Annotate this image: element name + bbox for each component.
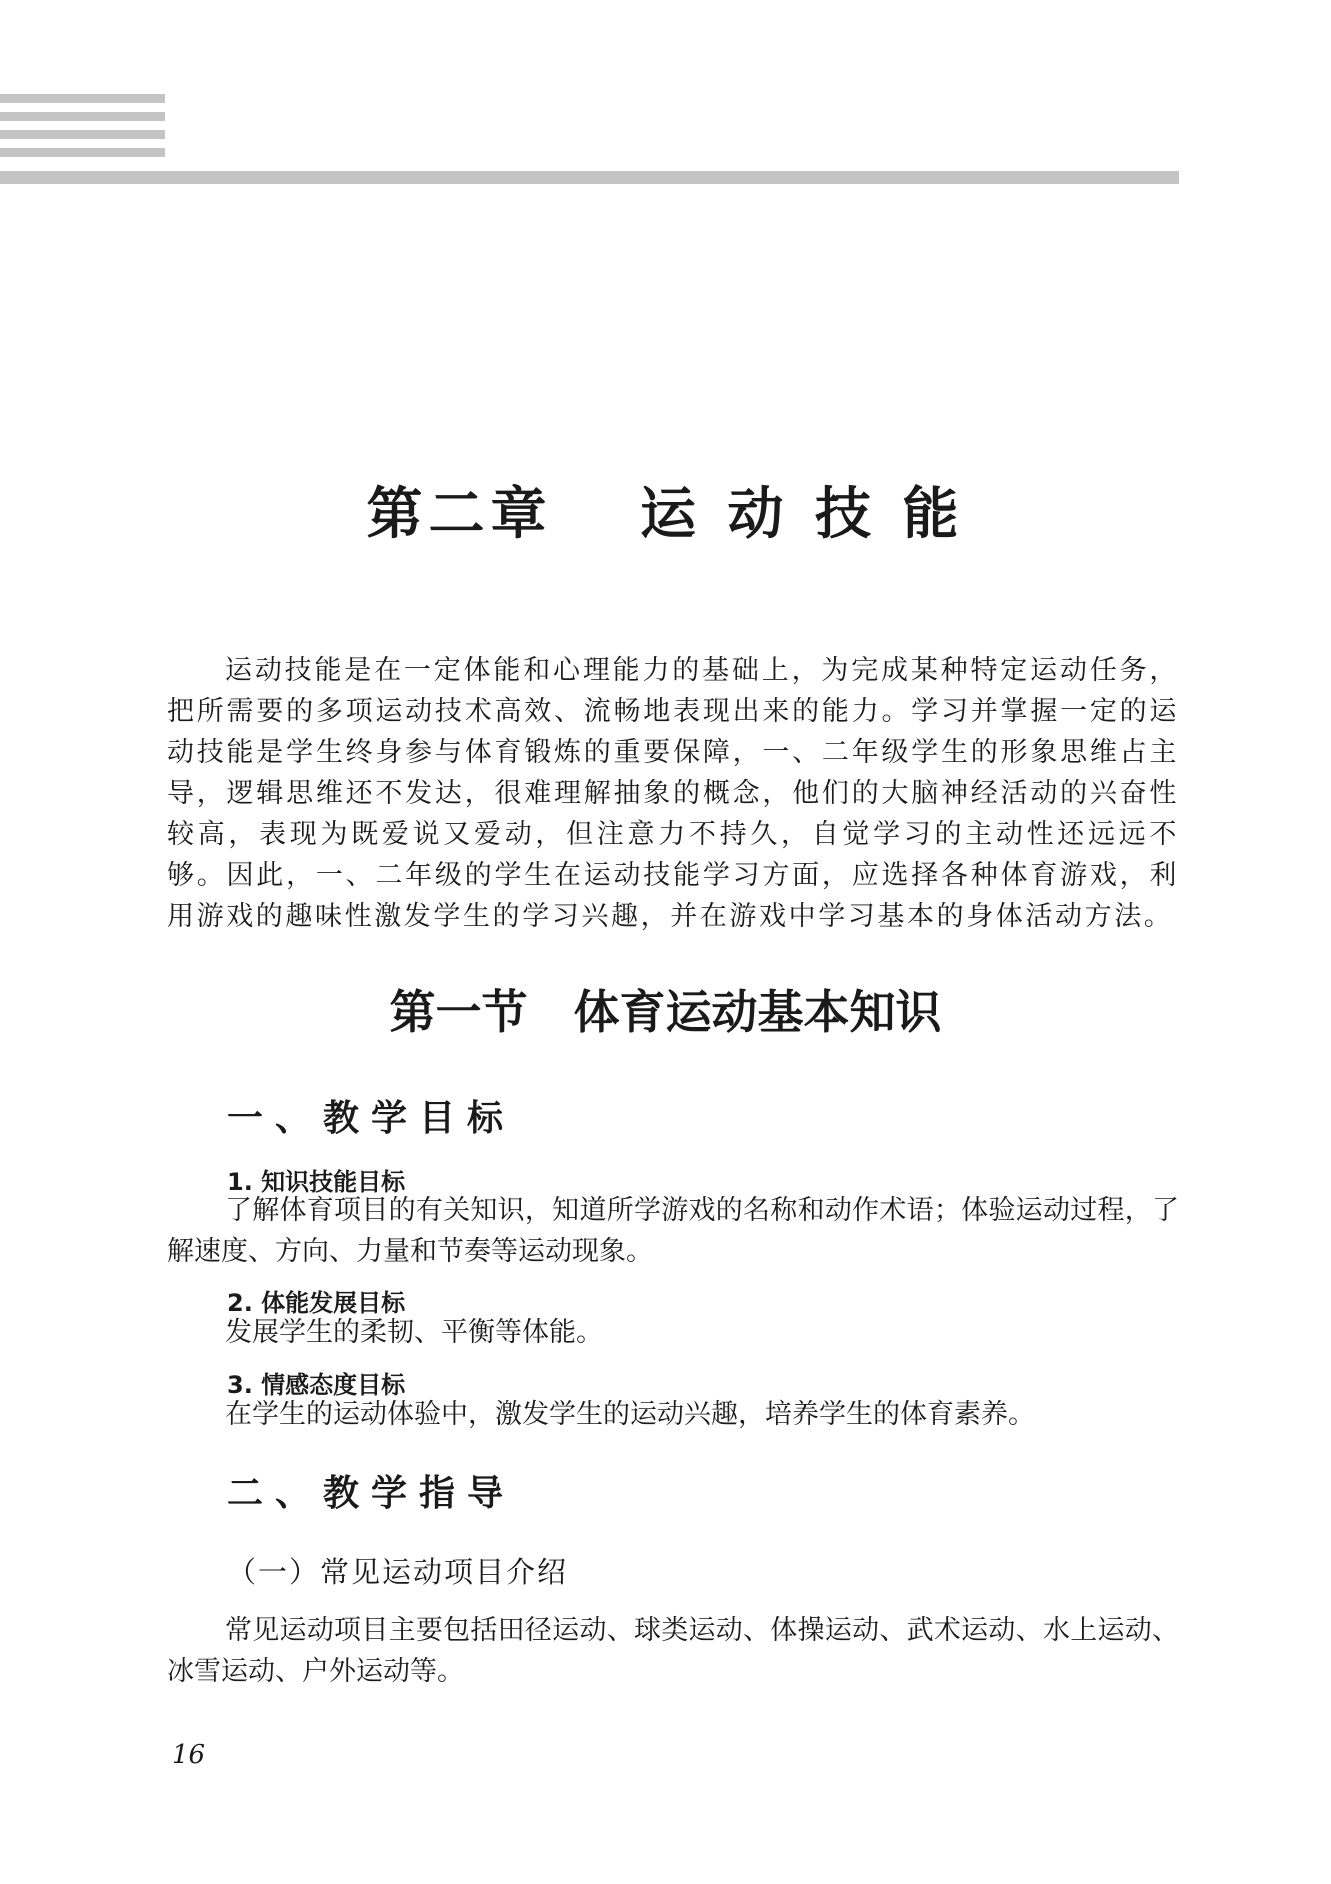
chapter-title: 第二章 运 动 技 能 [366, 481, 965, 547]
heading-teaching-goals: 一、教学目标 [227, 1097, 516, 1139]
goal-text: 在学生的运动体验中，激发学生的运动兴趣，培养学生的体育素养。 [225, 1399, 1035, 1430]
heading-teaching-guidance: 二、教学指导 [227, 1472, 516, 1514]
decorative-stripe [0, 130, 165, 139]
goal-text: 发展学生的柔韧、平衡等体能。 [225, 1317, 603, 1348]
sub-heading: （一）常见运动项目介绍 [227, 1555, 569, 1589]
header-rule [0, 171, 1179, 184]
decorative-stripe [0, 94, 165, 103]
page-number: 16 [172, 1740, 206, 1770]
goal-label: 1. 知识技能目标 [227, 1168, 406, 1196]
goal-text: 了解体育项目的有关知识，知道所学游戏的名称和动作术语；体验运动过程，了解速度、方向、力量和节奏等运动现象。 [167, 1195, 1179, 1267]
goal-label: 2. 体能发展目标 [227, 1289, 406, 1317]
guide-paragraph: 常见运动项目主要包括田径运动、球类运动、体操运动、武术运动、水上运动、冰雪运动、户外运动等。 [167, 1615, 1179, 1687]
section-title: 第一节 体育运动基本知识 [389, 985, 942, 1039]
goal-label: 3. 情感态度目标 [227, 1371, 406, 1399]
intro-paragraph: 运动技能是在一定体能和心理能力的基础上，为完成某种特定运动任务，把所需要的多项运动技术高效、流畅地表现出来的能力。学习并掌握一定的运动技能是学生终身参与体育锻炼的重要保障，一、二年级学生的形象思维占主导，逻辑思维还不发达，很难理解抽象的概念，他们的大脑神经活动的兴奋性较高，表现为既爱说又爱动，但注意力不持久，自觉学习的主动性还远远不够。因此，一、二年级的学生在运动技能学习方面，应选择各种体育游戏，利用游戏的趣味性激发学生的学习兴趣，并在游戏中学习基本的身体活动方法。 [167, 655, 1179, 932]
decorative-stripe [0, 148, 165, 157]
decorative-stripe [0, 112, 165, 121]
